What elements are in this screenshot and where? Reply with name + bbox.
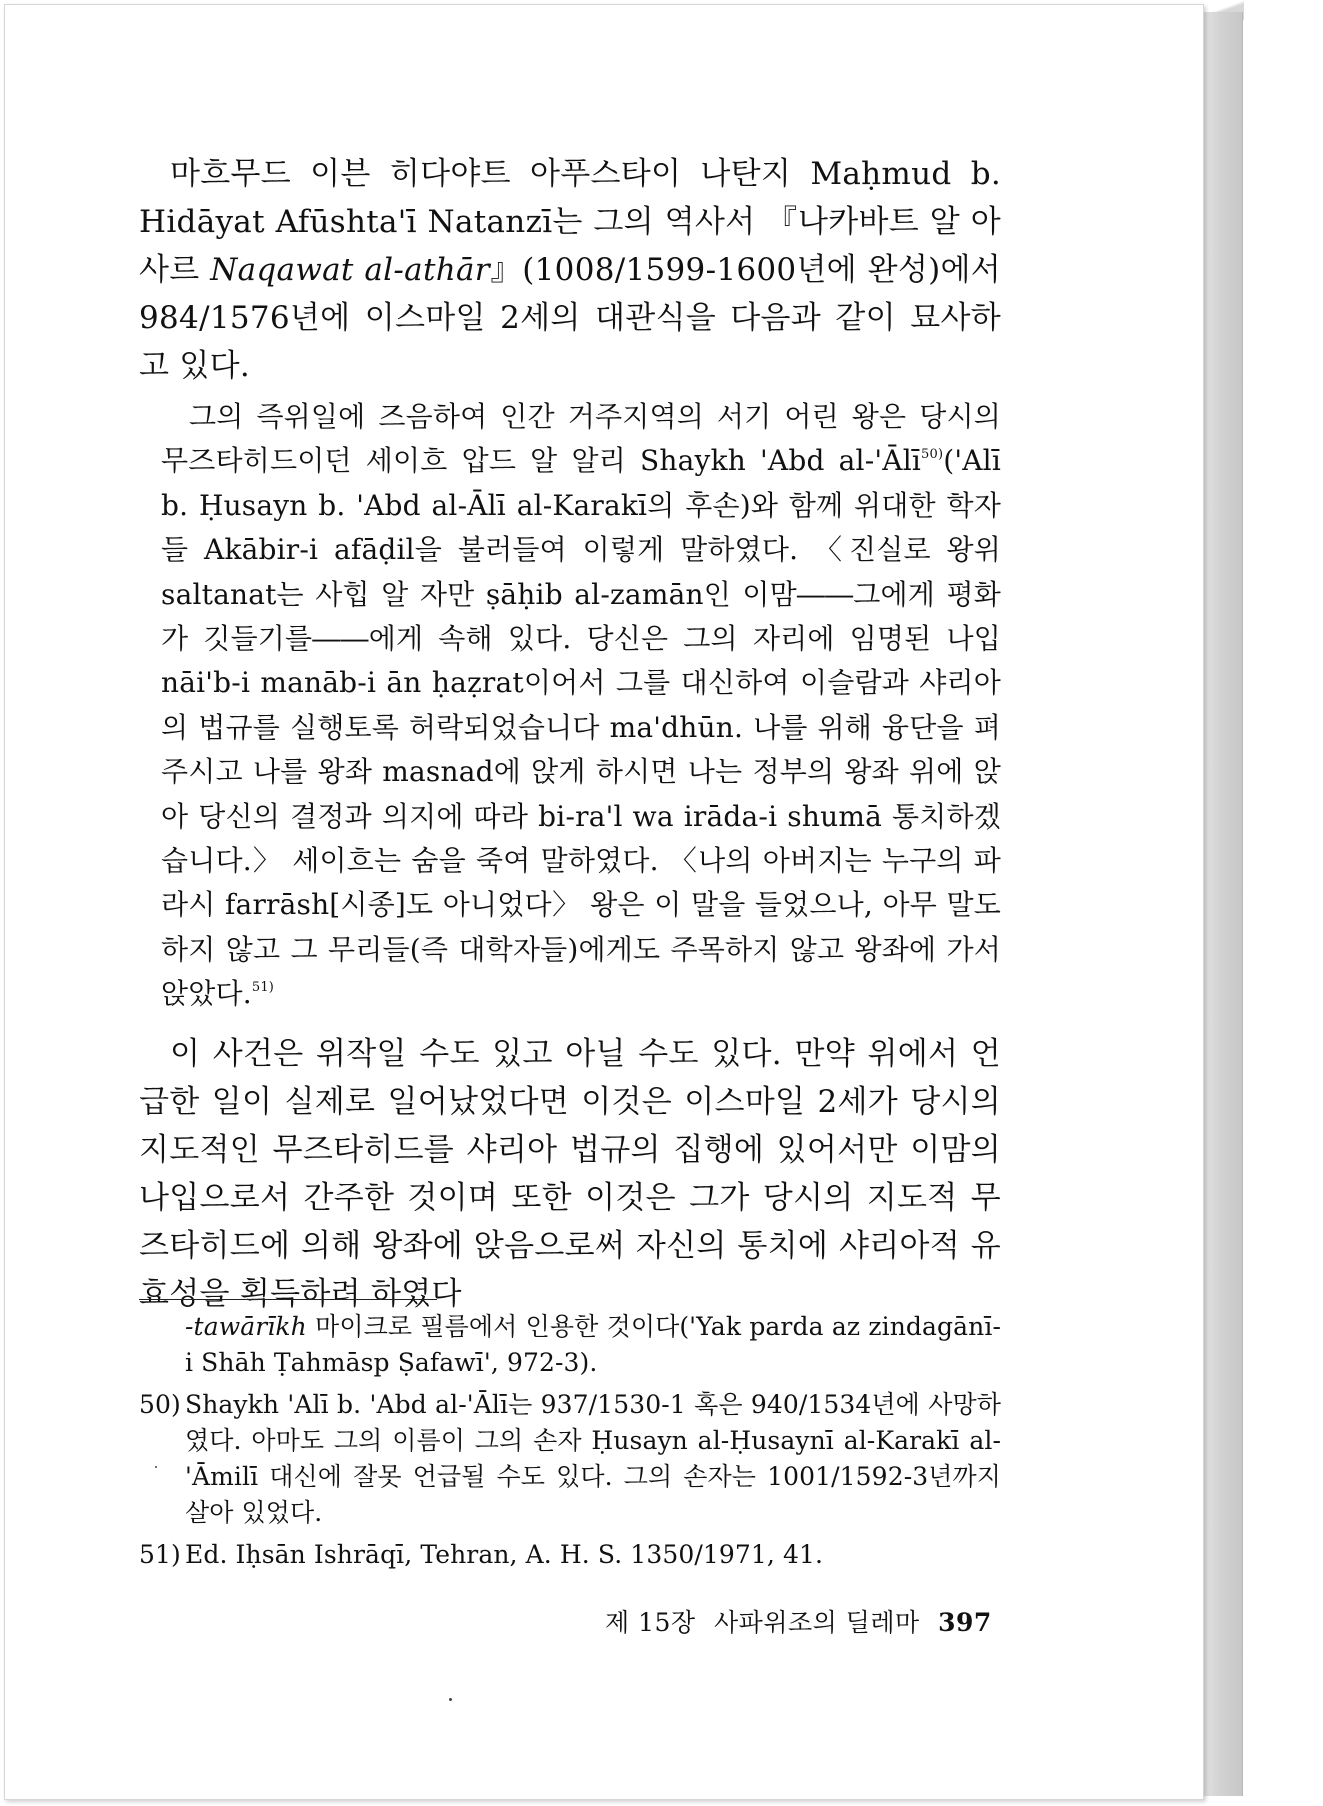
footnote-ref-50[interactable]: 50) bbox=[921, 447, 944, 463]
quote-text: 그의 즉위일에 즈음하여 인간 거주지역의 서기 어린 왕은 당시의 무즈타히드이던 세이흐 압드 알 알리 Shaykh 'Abd al-'Ālī$^{50)}$('Alī b. Ḥusayn b. 'Abd al-Ālī al-Karakī의 후손)와 함께 위대한 학자들 Akābir-i afāḍil을 불러들여 이렇게 말하였다. 〈진실로 왕위 saltanat는 사힙 알 자만 ṣāḥib al-zamān인 이맘――그에게 평화가 깃들기를――에게 속해 있다. 당신은 그의 자리에 임명된 나입 nāi'b-i manāb-i ān ḥaẓrat이어서 그를 대신하여 이슬람과 샤리아의 법규를 실행토록 허락되었습니다 ma'dhūn. 나를 위해 융단을 펴주시고 나를 왕좌 masnad에 앉게 하시면 나는 정부의 왕좌 위에 앉아 당신의 결정과 의지에 따라 bi-ra'l wa irāda-i shumā 통치하겠습니다.〉 세이흐는 숨을 죽여 말하였다. 〈나의 아버지는 누구의 파라시 farrāsh[시종]도 아니었다〉 왕은 이 말을 들었으나, 아무 말도 하지 않고 그 무리들(즉 대학자들)에게도 주목하지 않고 왕좌에 가서 앉았다.$^{51)}$ bbox=[161, 400, 1001, 1011]
footnote-ref-51[interactable]: 51) bbox=[251, 980, 275, 996]
chapter-label: 제 15장 bbox=[605, 1608, 696, 1637]
paragraph-text: 마흐무드 이븐 히다야트 아푸스타이 나탄지 Maḥmud b. Hidāyat Afūshta'ī Natanzī는 그의 역사서 『나카바트 알 아사르 Naqawat al-athār』(1008/1599-1600년에 완성)에서 984/1576년에 이스마일 2세의 대관식을 다음과 같이 묘사하고 있다. bbox=[139, 156, 1002, 384]
chapter-title: 사파위조의 딜레마 bbox=[714, 1608, 920, 1637]
body-paragraph-1 bbox=[139, 150, 1001, 390]
footnote-50 bbox=[139, 1387, 1001, 1531]
footnote-text: Ed. Iḥsān Ishrāqī, Tehran, A. H. S. 1350/1971, 41. bbox=[185, 1540, 824, 1569]
book-spine bbox=[1204, 12, 1243, 1796]
footnote-divider bbox=[139, 1299, 437, 1300]
footnote-number: 51) bbox=[139, 1540, 181, 1569]
page-number: 397 bbox=[938, 1608, 992, 1637]
paragraph-text: 이 사건은 위작일 수도 있고 아닐 수도 있다. 만약 위에서 언급한 일이 실제로 일어났었다면 이것은 이스마일 2세가 당시의 지도적인 무즈타히드를 샤리아 법규의 집행에 있어서만 이맘의 나입으로서 간주한 것이며 또한 이것은 그가 당시의 지도적 무즈타히드에 의해 왕좌에 앉음으로써 자신의 통치에 샤리아적 유효성을 획득하려 하였다 bbox=[139, 1036, 1001, 1312]
footnote-51 bbox=[139, 1537, 1001, 1573]
scan-speck bbox=[449, 1698, 452, 1701]
footnote-continuation: -tawārīkh 마이크로 필름에서 인용한 것이다('Yak parda az zindagānī-i Shāh Ṭahmāsp Ṣafawī', 972-3). bbox=[185, 1312, 1001, 1377]
work-title: Naqawat al-athār bbox=[210, 252, 490, 288]
scan-speck bbox=[155, 1466, 157, 1468]
block-quote bbox=[161, 395, 1001, 1017]
footnote-number: 50) bbox=[139, 1390, 181, 1419]
footnote-text: Shaykh 'Alī b. 'Abd al-'Ālī는 937/1530-1 혹은 940/1534년에 사망하였다. 아마도 그의 이름이 그의 손자 Ḥusayn al-Ḥusaynī al-Karakī al-'Āmilī 대신에 잘못 언급될 수도 있다. 그의 손자는 1001/1592-3년까지 살아 있었다. bbox=[185, 1390, 1001, 1527]
running-footer bbox=[605, 1603, 1002, 1639]
body-paragraph-2 bbox=[139, 1030, 1001, 1318]
footnotes bbox=[139, 1309, 1001, 1573]
